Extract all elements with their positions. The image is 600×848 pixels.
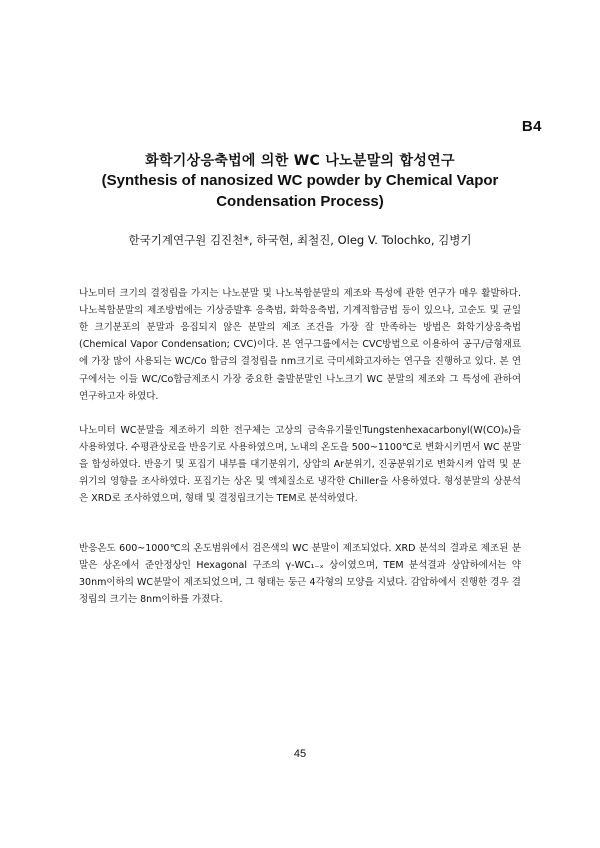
body-paragraph-1: 나노미터 크기의 결정립을 가지는 나노분말 및 나노복합분말의 제조와 특성에 관한 연구가 매우 활발하다. 나노복합분말의 제조방법에는 기상증발후 응축법, 화학응축법, 기계적합금법 등이 있으나, 고순도 및 균일한 크기분포의 분말과 응집되지 않은 분말의 제조 조건을 가장 잘 만족하는 방법은 화학기상응축법(Chemical Vapor Condensation; CVC)이다. 본 연구그룹에서는 CVC방법으로 이용하여 공구/금형재료에 가장 많이 사용되는 WC/Co 합금의 결정립을 nm크기로 극미세화고자하는 연구을 진행하고 있다. 본 연구에서는 이들 WC/Co합금제조시 가장 중요한 출발분말인 나노크기 WC 분말의 제조와 그 특성에 관하여 연구하고자 하였다. [79, 287, 521, 402]
page-number: 45 [293, 748, 307, 760]
session-code: B4 [521, 118, 542, 135]
body-paragraph-2: 나노미터 WC분말을 제조하기 의한 전구체는 고상의 금속유기물인Tungstenhexacarbonyl(W(CO)₆)을 사용하였다. 수평관상로을 반응기로 사용하였으며, 노내의 온도을 500~1100℃로 변화시키면서 WC 분말을 합성하였다. 반응기 및 포집기 내부를 대기분위기, 상압의 Ar분위기, 진공분위기로 변화시켜 압력 및 분위기의 영향을 조사하였다. 포집기는 상온 및 액체질소로 냉각한 Chiller을 사용하였다. 형성분말의 상분석은 XRD로 조사하였으며, 형태 및 결정립크기는 TEM로 분석하였다. [79, 424, 521, 505]
author-line: 한국기계연구원 김진천*, 하국현, 최철진, Oleg V. Tolochko, 김병기 [128, 233, 472, 247]
english-title: (Synthesis of nanosized WC powder by Chemical Vapor Condensation Process) [101, 172, 499, 210]
korean-title: 화학기상응축법에 의한 WC 나노분말의 합성연구 [145, 153, 455, 169]
body-paragraph-3: 반응온도 600~1000℃의 온도범위에서 검은색의 WC 분말이 제조되었다. XRD 분석의 결과로 제조된 분말은 상온에서 준안정상인 Hexagonal 구조의 γ-WC₁₋ₓ 상이였으며, TEM 분석결과 상압하에서는 약 30nm이하의 WC분말이 제조되었으며, 그 형태는 둥근 4각형의 모양을 지녔다. 감압하에서 진행한 경우 결정립의 크기는 8nm이하를 가졌다. [79, 542, 521, 606]
